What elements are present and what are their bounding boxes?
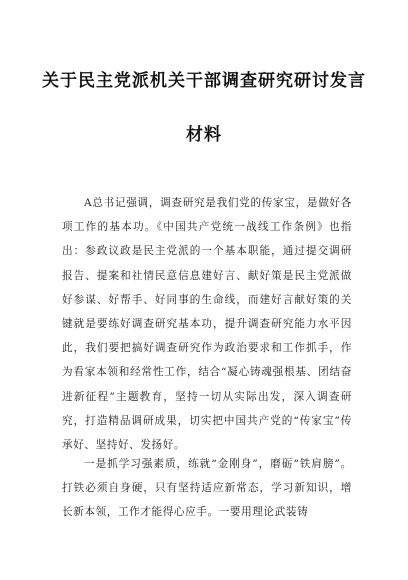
document-title-line-1: 关于民主党派机关干部调查研究研讨发言 [42, 71, 366, 91]
document-title-line-2: 材料 [186, 125, 222, 145]
body-paragraph-1: A总书记强调，调查研究是我们党的传家宝，是做好各项工作的基本功。《中国共产党统一战线工作条例》也指出：参政议政是民主党派的一个基本职能，通过提交调研报告、提案和社情民意信息建好言、献好策是民主党派做好参谋、好帮手、好同事的生命线，而建好言献好策的关键就是要练好调查研究基本功，提升调查研究能力水平因此，我们要把搞好调查研究作为政治要求和工作抓手，作为看家本领和经常性工作，结合“凝心铸魂强根基、团结奋进新征程”主题教育，坚持一切从实际出发，深入调查研究，打造精品调研成果，切实把中国共产党的“传家宝”传承好、坚持好、发扬好。 [62, 197, 352, 452]
body-paragraph-2: 一是抓学习强素质，练就“金刚身”，磨砺“铁肩膀”。打铁必须自身硬，只有坚持适应新常态，学习新知识，增长新本领，工作才能得心应手。一要用理论武装铸 [62, 458, 352, 519]
